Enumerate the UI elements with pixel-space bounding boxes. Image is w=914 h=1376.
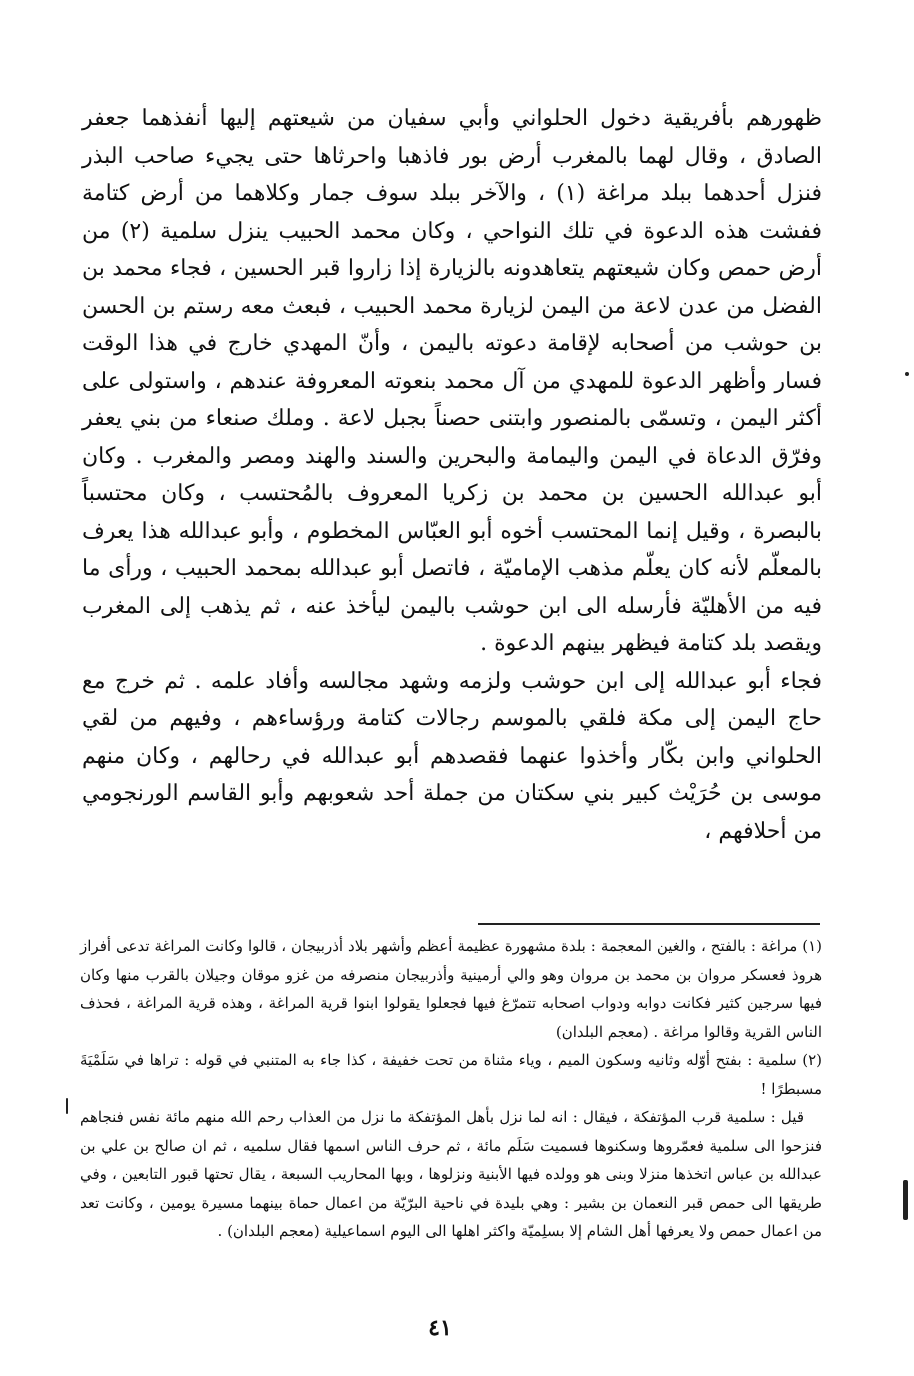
footnote-2-continuation: قيل : سلمية قرب المؤتفكة ، فيقال : انه لما نزل بأهل المؤتفكة ما نزل من العذاب رحم الله منهم مائة نفس فنجاهم فنزحوا الى سلمية فعمّروها وسكنوها فسميت سَلَم مائة ، ثم حرف الناس اسمها فقال سلميه ، ثم ان صالح بن علي بن عبدالله بن عباس اتخذها منزلا وبنى هو وولده فيها الأبنية ونزلوها ، وبها المحاريب السبعة ، يقال تحتها قبور التابعين ، وفي طريقها الى حمص قبر النعمان بن بشير : وهي بليدة في ناحية البرّيّة من اعمال حماة بينهما مسيرة يومين ، وكانت تعد من اعمال حمص ولا يعرفها أهل الشام إلا بسلِميّة واكثر اهلها الى اليوم اسماعيلية (معجم البلدان) .	[80, 1108, 822, 1240]
page-number: ٤١	[428, 1315, 452, 1341]
scan-speck	[905, 372, 909, 376]
body-paragraph-1: ظهورهم بأفريقية دخول الحلواني وأبي سفيان من شيعتهم إليها أنفذهما جعفر الصادق ، وقال لهما بالمغرب أرض بور فاذهبا واحرثاها حتى يجيء صاحب البذر فنزل أحدهما ببلد مراغة (١) ، والآخر ببلد سوف جمار وكلاهما من أرض كتامة ففشت هذه الدعوة في تلك النواحي ، وكان محمد الحبيب ينزل سلمية (٢) من أرض حمص وكان شيعتهم يتعاهدونه بالزيارة إذا زاروا قبر الحسين ، فجاء محمد بن الفضل من عدن لاعة من اليمن لزيارة محمد الحبيب ، فبعث معه رستم بن الحسن بن حوشب من أصحابه لإقامة دعوته باليمن ، وأنّ المهدي خارج في هذا الوقت فسار وأظهر الدعوة للمهدي من آل محمد بنعوته المعروفة عندهم ، واستولى على أكثر اليمن ، وتسمّى بالمنصور وابتنى حصناً بجبل لاعة . وملك صنعاء من بني يعفر وفرّق الدعاة في اليمن واليمامة والبحرين والسند والهند ومصر والمغرب . وكان أبو عبدالله الحسين بن محمد بن زكريا المعروف بالمُحتسب ، وكان محتسباً بالبصرة ، وقيل إنما المحتسب أخوه أبو العبّاس المخطوم ، وأبو عبدالله هذا يعرف بالمعلّم لأنه كان يعلّم مذهب الإماميّة ، فاتصل أبو عبدالله بمحمد الحبيب ، ورأى ما فيه من الأهليّة فأرسله الى ابن حوشب باليمن ليأخذ عنه ، ثم يذهب إلى المغرب ويقصد بلد كتامة فيظهر بينهم الدعوة .	[82, 106, 823, 656]
footnote-2: (٢) سلمية : بفتح أوّله وثانيه وسكون الميم ، وياء مثناة من تحت خفيفة ، كذا جاء به المتنبي في قوله : تراها في سَلَمْيَةَ مسبطرًا !	[80, 1051, 822, 1098]
body-paragraph-2: فجاء أبو عبدالله إلى ابن حوشب ولزمه وشهد مجالسه وأفاد علمه . ثم خرج مع حاج اليمن إلى مكة فلقي بالموسم رجالات كتامة ورؤساءهم ، وفيهم من لقي الحلواني وابن بكّار وأخذوا عنهما فقصدهم أبو عبدالله في رحالهم ، وكان منهم موسى بن حُرَيْث كبير بني سكتان من جملة أحد شعوبهم وأبو القاسم الورنجومي من أحلافهم ،	[82, 668, 822, 844]
footnotes	[80, 932, 822, 1246]
main-text	[82, 100, 822, 850]
footnote-separator	[478, 923, 820, 925]
scan-speck	[66, 1098, 68, 1114]
footnote-1: (١) مراغة : بالفتح ، والغين المعجمة : بلدة مشهورة عظيمة أعظم وأشهر بلاد أذربيجان ، قالوا وكانت المراغة تدعى أفراز هروذ فعسكر مروان بن محمد بن مروان وهو والي أرمينية وأذربيجان منصرفه من غزو موقان وجيلان بالقرب منها وكان فيها سرجين كثير فكانت دوابه ودواب اصحابه تتمرّغ فيها فجعلوا يقولوا ابنوا قرية المراغة ، وهذه قرية المراغة ، فحذف الناس القرية وقالوا مراغة . (معجم البلدان)	[80, 937, 822, 1041]
scan-speck	[903, 1180, 908, 1220]
